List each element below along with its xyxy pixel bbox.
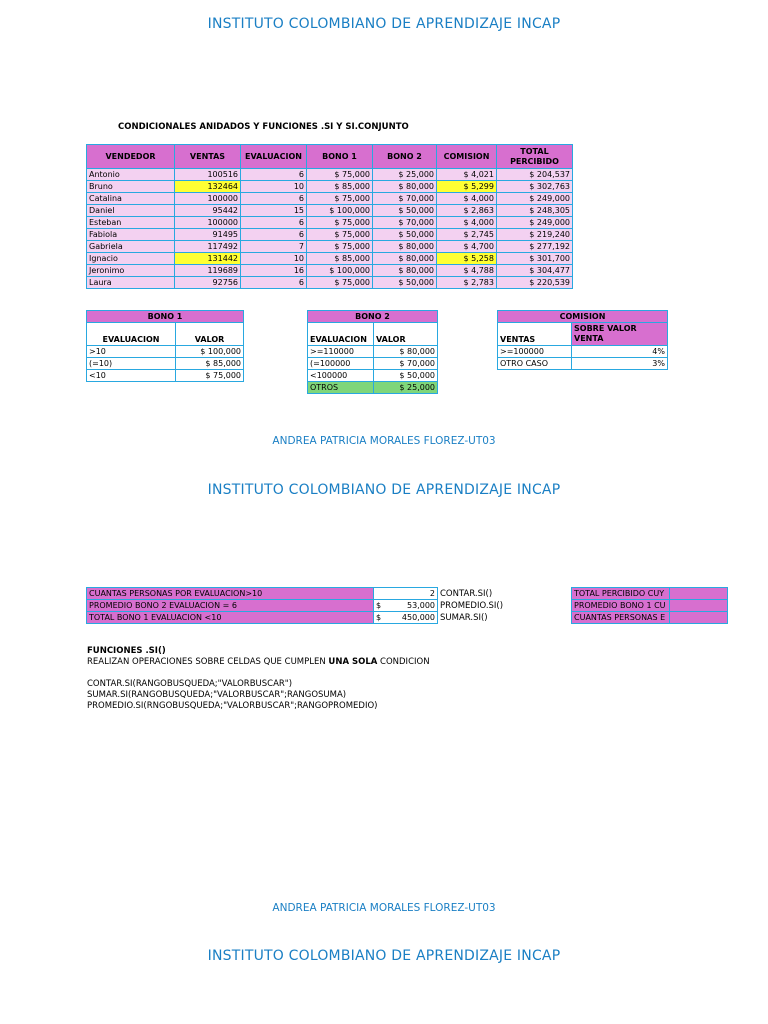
summary-currency: $ xyxy=(374,600,396,612)
bono2-otros-value: $ 25,000 xyxy=(374,382,438,394)
col-header-bono2: BONO 2 xyxy=(373,145,437,169)
bono2-cond: >=110000 xyxy=(308,346,374,358)
summary-currency: $ xyxy=(374,612,396,624)
summary-value: 53,000 xyxy=(396,600,438,612)
summary-table xyxy=(86,587,438,624)
cell-bono1: $ 75,000 xyxy=(307,193,373,205)
cell-comision: $ 4,788 xyxy=(437,265,497,277)
cell-evaluacion: 10 xyxy=(241,181,307,193)
cell-bono1: $ 85,000 xyxy=(307,253,373,265)
table-row xyxy=(87,241,573,253)
cell-ventas: 92756 xyxy=(175,277,241,289)
cell-bono1: $ 75,000 xyxy=(307,241,373,253)
bono1-title: BONO 1 xyxy=(87,311,244,323)
cell-ventas: 100000 xyxy=(175,217,241,229)
function-names xyxy=(440,588,503,624)
bono2-cond: (=100000 xyxy=(308,358,374,370)
cell-ventas: 131442 xyxy=(175,253,241,265)
cell-vendedor: Catalina xyxy=(87,193,175,205)
cell-comision: $ 5,258 xyxy=(437,253,497,265)
cell-evaluacion: 6 xyxy=(241,169,307,181)
cell-vendedor: Fabiola xyxy=(87,229,175,241)
cell-evaluacion: 7 xyxy=(241,241,307,253)
cell-ventas: 100000 xyxy=(175,193,241,205)
notes-text: CONDICION xyxy=(377,657,430,667)
cell-comision: $ 5,299 xyxy=(437,181,497,193)
table-row xyxy=(87,181,573,193)
cell-total: $ 301,700 xyxy=(497,253,573,265)
bono2-otros-label: OTROS xyxy=(308,382,374,394)
cell-bono2: $ 70,000 xyxy=(373,217,437,229)
col-header-comision: COMISION xyxy=(437,145,497,169)
formula-line: SUMAR.SI(RANGOBUSQUEDA;"VALORBUSCAR";RANGOSUMA) xyxy=(87,690,347,700)
comision-table xyxy=(497,310,668,370)
comision-header-ventas: VENTAS xyxy=(498,323,572,346)
formula-line: CONTAR.SI(RANGOBUSQUEDA;"VALORBUSCAR") xyxy=(87,679,293,689)
cell-bono2: $ 80,000 xyxy=(373,265,437,277)
cell-vendedor: Antonio xyxy=(87,169,175,181)
bono2-header-valor: VALOR xyxy=(374,323,438,346)
page-footer-1: ANDREA PATRICIA MORALES FLOREZ-UT03 xyxy=(272,435,496,447)
page-footer-2: ANDREA PATRICIA MORALES FLOREZ-UT03 xyxy=(272,902,496,914)
cell-comision: $ 2,783 xyxy=(437,277,497,289)
col-header-ventas: VENTAS xyxy=(175,145,241,169)
right-summary-label: CUANTAS PERSONAS E xyxy=(572,612,670,624)
cell-total: $ 304,477 xyxy=(497,265,573,277)
bono1-value: $ 75,000 xyxy=(176,370,244,382)
right-summary-label: PROMEDIO BONO 1 CU xyxy=(572,600,670,612)
col-header-evaluacion: EVALUACION xyxy=(241,145,307,169)
summary-currency xyxy=(374,588,396,600)
cell-vendedor: Daniel xyxy=(87,205,175,217)
right-summary-value xyxy=(670,588,728,600)
bono2-value: $ 50,000 xyxy=(374,370,438,382)
col-header-vendedor: VENDEDOR xyxy=(87,145,175,169)
comision-cond: >=100000 xyxy=(498,346,572,358)
notes-block xyxy=(87,646,430,712)
cell-ventas: 117492 xyxy=(175,241,241,253)
bono1-cond: <10 xyxy=(87,370,176,382)
cell-comision: $ 2,745 xyxy=(437,229,497,241)
notes-description xyxy=(87,657,430,668)
cell-comision: $ 4,021 xyxy=(437,169,497,181)
cell-vendedor: Jeronimo xyxy=(87,265,175,277)
bono2-value: $ 70,000 xyxy=(374,358,438,370)
table-row xyxy=(87,205,573,217)
table-row xyxy=(87,217,573,229)
summary-value: 2 xyxy=(396,588,438,600)
cell-bono1: $ 100,000 xyxy=(307,205,373,217)
cell-bono1: $ 75,000 xyxy=(307,217,373,229)
cell-bono2: $ 80,000 xyxy=(373,181,437,193)
table-row xyxy=(87,277,573,289)
cell-vendedor: Laura xyxy=(87,277,175,289)
bono1-table xyxy=(86,310,244,382)
cell-evaluacion: 10 xyxy=(241,253,307,265)
fn-name: PROMEDIO.SI() xyxy=(440,601,504,611)
comision-title: COMISION xyxy=(498,311,668,323)
cell-total: $ 277,192 xyxy=(497,241,573,253)
comision-rate: 3% xyxy=(572,358,668,370)
table-row xyxy=(87,193,573,205)
cell-bono2: $ 80,000 xyxy=(373,253,437,265)
cell-bono2: $ 50,000 xyxy=(373,229,437,241)
table-row xyxy=(87,169,573,181)
sales-table xyxy=(86,144,573,289)
cell-evaluacion: 6 xyxy=(241,277,307,289)
cell-ventas: 91495 xyxy=(175,229,241,241)
bono2-value: $ 80,000 xyxy=(374,346,438,358)
cell-ventas: 95442 xyxy=(175,205,241,217)
notes-emphasis: UNA SOLA xyxy=(328,657,378,667)
bono1-value: $ 85,000 xyxy=(176,358,244,370)
cell-comision: $ 2,863 xyxy=(437,205,497,217)
cell-total: $ 249,000 xyxy=(497,193,573,205)
bono2-cond: <100000 xyxy=(308,370,374,382)
cell-ventas: 119689 xyxy=(175,265,241,277)
cell-bono1: $ 85,000 xyxy=(307,181,373,193)
cell-bono1: $ 100,000 xyxy=(307,265,373,277)
page-header-3: INSTITUTO COLOMBIANO DE APRENDIZAJE INCAP xyxy=(207,948,561,964)
cell-total: $ 204,537 xyxy=(497,169,573,181)
comision-header-valor: SOBRE VALOR VENTA xyxy=(572,323,668,346)
cell-evaluacion: 6 xyxy=(241,193,307,205)
cell-ventas: 100516 xyxy=(175,169,241,181)
cell-bono2: $ 25,000 xyxy=(373,169,437,181)
bono1-cond: (=10) xyxy=(87,358,176,370)
right-summary-value xyxy=(670,600,728,612)
cell-comision: $ 4,700 xyxy=(437,241,497,253)
table-row xyxy=(87,265,573,277)
summary-label: CUANTAS PERSONAS POR EVALUACION>10 xyxy=(87,588,374,600)
cell-evaluacion: 15 xyxy=(241,205,307,217)
summary-value: 450,000 xyxy=(396,612,438,624)
cell-vendedor: Ignacio xyxy=(87,253,175,265)
bono2-title: BONO 2 xyxy=(308,311,438,323)
cell-bono2: $ 50,000 xyxy=(373,277,437,289)
bono1-header-valor: VALOR xyxy=(176,323,244,346)
fn-name: SUMAR.SI() xyxy=(440,613,488,623)
cell-bono1: $ 75,000 xyxy=(307,169,373,181)
bono2-table xyxy=(307,310,438,394)
cell-vendedor: Esteban xyxy=(87,217,175,229)
right-summary-value xyxy=(670,612,728,624)
summary-row xyxy=(87,588,438,600)
formula-line: PROMEDIO.SI(RNGOBUSQUEDA;"VALORBUSCAR";RANGOPROMEDIO) xyxy=(87,701,378,711)
summary-row xyxy=(87,612,438,624)
cell-total: $ 302,763 xyxy=(497,181,573,193)
page-header-1: INSTITUTO COLOMBIANO DE APRENDIZAJE INCAP xyxy=(207,16,561,32)
table-row xyxy=(87,229,573,241)
cell-vendedor: Bruno xyxy=(87,181,175,193)
bono1-cond: >10 xyxy=(87,346,176,358)
comision-rate: 4% xyxy=(572,346,668,358)
page-header-2: INSTITUTO COLOMBIANO DE APRENDIZAJE INCAP xyxy=(207,482,561,498)
cell-comision: $ 4,000 xyxy=(437,193,497,205)
cell-total: $ 248,305 xyxy=(497,205,573,217)
bono2-header-evaluacion: EVALUACION xyxy=(308,323,374,346)
summary-row xyxy=(87,600,438,612)
notes-text: REALIZAN OPERACIONES SOBRE CELDAS QUE CUMPLEN xyxy=(87,657,329,667)
cell-vendedor: Gabriela xyxy=(87,241,175,253)
cell-ventas: 132464 xyxy=(175,181,241,193)
cell-bono2: $ 70,000 xyxy=(373,193,437,205)
cell-bono2: $ 50,000 xyxy=(373,205,437,217)
cell-bono1: $ 75,000 xyxy=(307,277,373,289)
cell-total: $ 249,000 xyxy=(497,217,573,229)
notes-title: FUNCIONES .SI() xyxy=(87,646,166,656)
cell-evaluacion: 6 xyxy=(241,217,307,229)
cell-evaluacion: 6 xyxy=(241,229,307,241)
cell-bono1: $ 75,000 xyxy=(307,229,373,241)
cell-bono2: $ 80,000 xyxy=(373,241,437,253)
cell-total: $ 219,240 xyxy=(497,229,573,241)
right-summary-label: TOTAL PERCIBIDO CUY xyxy=(572,588,670,600)
table-row xyxy=(87,253,573,265)
summary-label: PROMEDIO BONO 2 EVALUACION = 6 xyxy=(87,600,374,612)
section-title: CONDICIONALES ANIDADOS Y FUNCIONES .SI Y SI.CONJUNTO xyxy=(118,122,409,132)
cell-comision: $ 4,000 xyxy=(437,217,497,229)
comision-cond: OTRO CASO xyxy=(498,358,572,370)
cell-evaluacion: 16 xyxy=(241,265,307,277)
col-header-total: TOTAL PERCIBIDO xyxy=(497,145,573,169)
right-summary-table xyxy=(571,587,728,624)
bono1-header-evaluacion: EVALUACION xyxy=(87,323,176,346)
bono1-value: $ 100,000 xyxy=(176,346,244,358)
summary-label: TOTAL BONO 1 EVALUACION <10 xyxy=(87,612,374,624)
cell-total: $ 220,539 xyxy=(497,277,573,289)
fn-name: CONTAR.SI() xyxy=(440,589,493,599)
col-header-bono1: BONO 1 xyxy=(307,145,373,169)
